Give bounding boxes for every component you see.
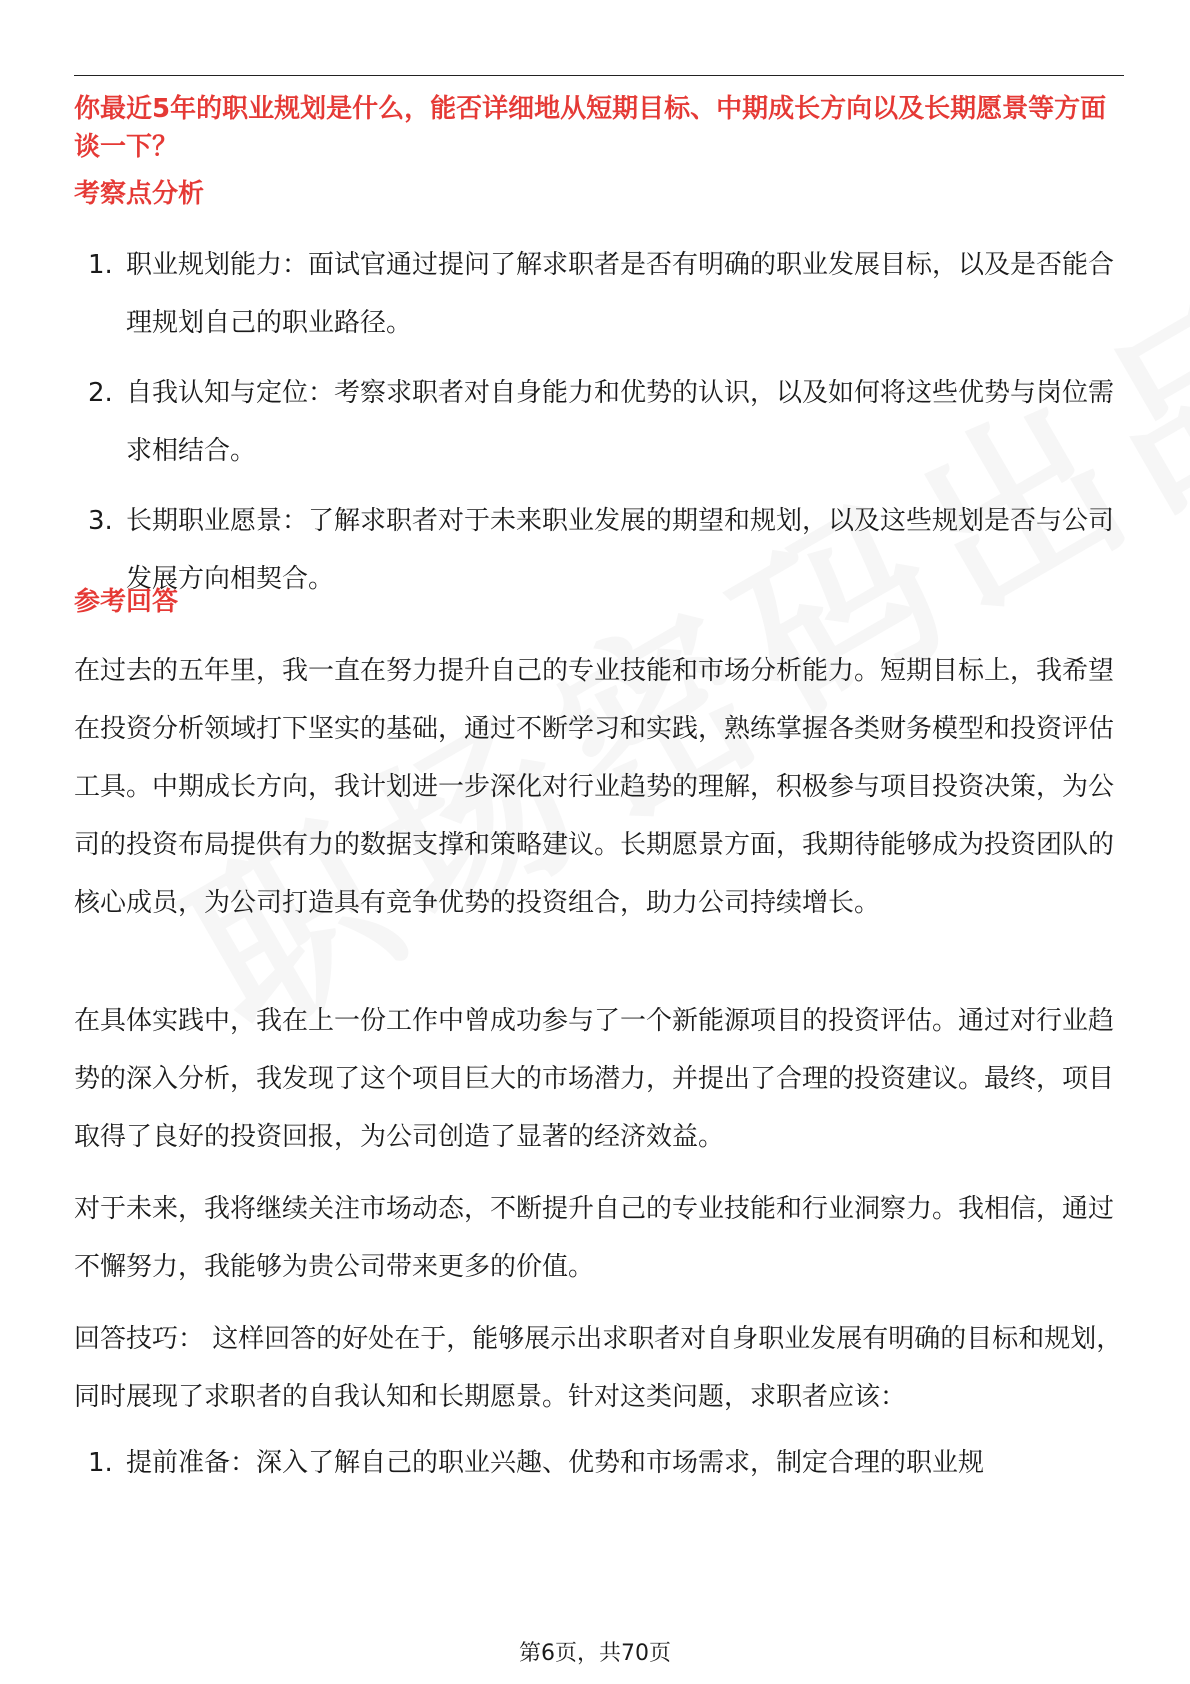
answer-tips-intro: 回答技巧： 这样回答的好处在于，能够展示出求职者对自身职业发展有明确的目标和规划，同时展现了求职者的自我认知和长期愿景。针对这类问题，求职者应该：: [74, 1324, 1123, 1412]
answer-paragraph-1: 在过去的五年里，我一直在努力提升自己的专业技能和市场分析能力。短期目标上，我希望在投资分析领域打下坚实的基础，通过不断学习和实践，熟练掌握各类财务模型和投资评估工具。中期成长方向，我计划进一步深化对行业趋势的理解，积极参与项目投资决策，为公司的投资布局提供有力的数据支撑和策略建议。长期愿景方面，我期待能够成为投资团队的核心成员，为公司打造具有竞争优势的投资组合，助力公司持续增长。: [74, 656, 1115, 918]
tips-list: [74, 1434, 1124, 1492]
list-item: [74, 1434, 1124, 1492]
list-item: [74, 492, 1124, 608]
list-text: 职业规划能力：面试官通过提问了解求职者是否有明确的职业发展目标，以及是否能合理规划自己的职业路径。: [126, 250, 1115, 338]
list-text: 提前准备：深入了解自己的职业兴趣、优势和市场需求，制定合理的职业规: [126, 1448, 985, 1478]
answer-paragraph-2: 在具体实践中，我在上一份工作中曾成功参与了一个新能源项目的投资评估。通过对行业趋势的深入分析，我发现了这个项目巨大的市场潜力，并提出了合理的投资建议。最终，项目取得了良好的投资回报，为公司创造了显著的经济效益。: [74, 1006, 1115, 1152]
list-text: 长期职业愿景：了解求职者对于未来职业发展的期望和规划，以及这些规划是否与公司发展方向相契合。: [126, 506, 1115, 594]
answer-heading: 参考回答: [74, 587, 179, 617]
list-number: 1.: [88, 250, 113, 280]
list-number: 3.: [88, 506, 113, 536]
top-rule: [74, 75, 1124, 76]
list-item: [74, 236, 1124, 352]
question-title: 你最近5年的职业规划是什么，能否详细地从短期目标、中期成长方向以及长期愿景等方面谈一下？: [74, 94, 1107, 162]
list-number: 2.: [88, 378, 113, 408]
page-number: 第6页，共70页: [519, 1641, 671, 1666]
analysis-list: [74, 236, 1124, 608]
list-item: [74, 364, 1124, 480]
analysis-heading: 考察点分析: [74, 179, 205, 209]
list-text: 自我认知与定位：考察求职者对自身能力和优势的认识，以及如何将这些优势与岗位需求相结合。: [126, 378, 1115, 466]
answer-paragraph-3: 对于未来，我将继续关注市场动态，不断提升自己的专业技能和行业洞察力。我相信，通过不懈努力，我能够为贵公司带来更多的价值。: [74, 1194, 1115, 1282]
list-number: 1.: [88, 1448, 113, 1478]
